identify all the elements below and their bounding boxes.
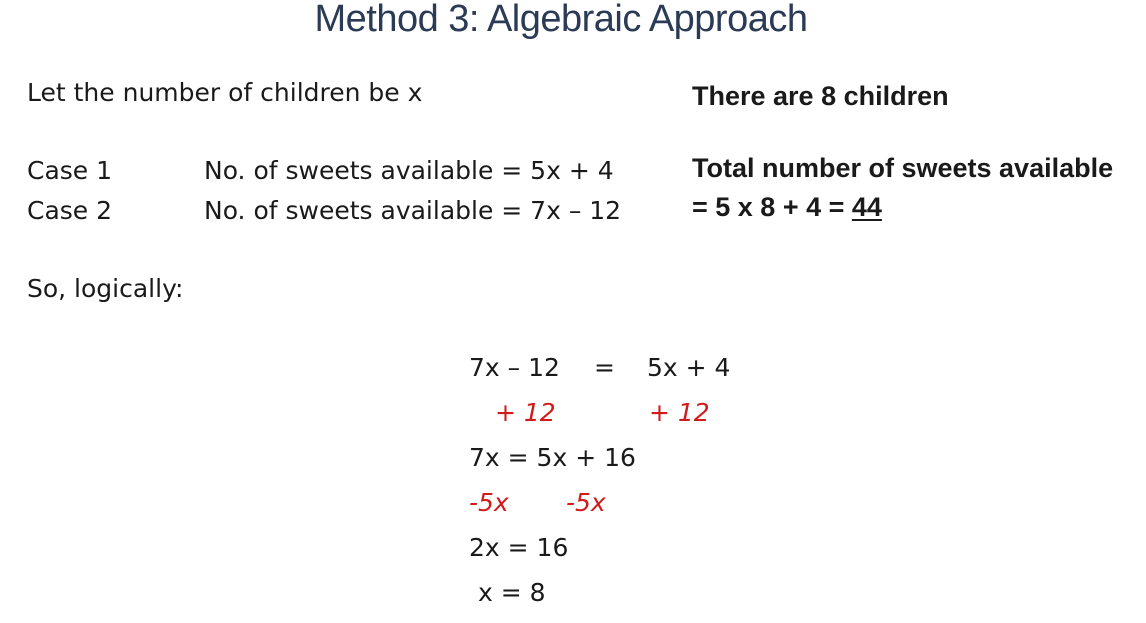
working-line1-equals: = (594, 353, 615, 382)
working-line3: 2x = 16 (469, 533, 569, 562)
working-sub-left: -5x (469, 488, 509, 517)
intro-text: Let the number of children be x (27, 78, 423, 107)
working-line2: 7x = 5x + 16 (469, 443, 636, 472)
answer-total-label: Total number of sweets available (692, 153, 1114, 183)
working-line4: x = 8 (478, 578, 546, 607)
case-2-label: Case 2 (27, 196, 113, 225)
working-add-right: + 12 (649, 398, 710, 427)
working-add-left: + 12 (495, 398, 556, 427)
answer-children: There are 8 children (692, 81, 949, 111)
working-sub-right: -5x (566, 488, 606, 517)
answer-calc-prefix: = 5 x 8 + 4 = (692, 192, 852, 222)
case-2-equation: No. of sweets available = 7x – 12 (204, 196, 622, 225)
answer-calculation (692, 192, 882, 222)
page-title: Method 3: Algebraic Approach (314, 0, 808, 40)
case-1-equation: No. of sweets available = 5x + 4 (204, 156, 614, 185)
logic-line: So, logically: (27, 274, 184, 303)
answer-calc-result: 44 (851, 192, 882, 222)
working-line1-left: 7x – 12 (469, 353, 560, 382)
case-1-label: Case 1 (27, 156, 113, 185)
working-line1-right: 5x + 4 (647, 353, 731, 382)
